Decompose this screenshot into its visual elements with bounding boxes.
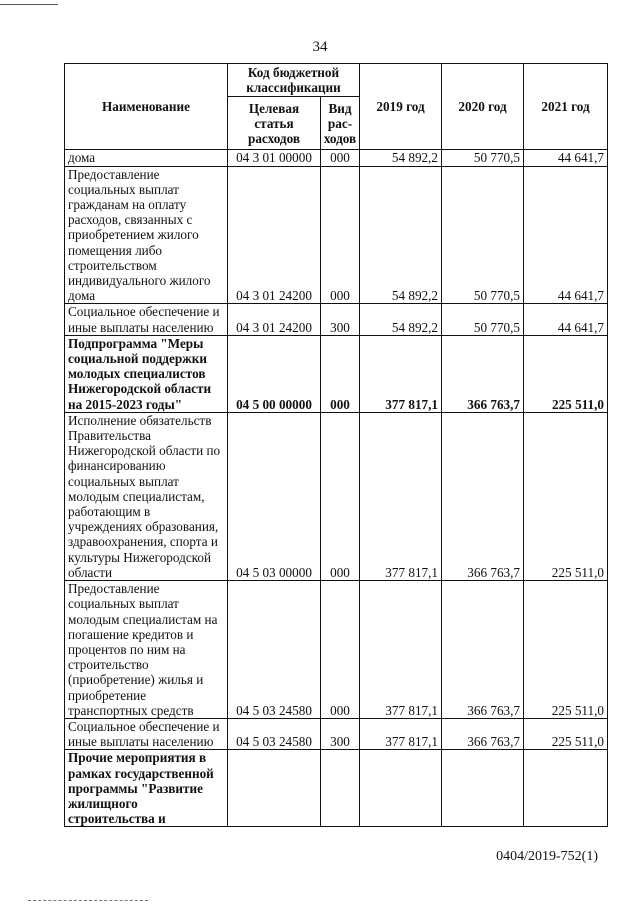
row-2020-cell: 366 763,7 [442, 718, 524, 749]
row-name-cell: дома [65, 150, 228, 166]
row-expense-type-cell: 000 [321, 150, 360, 166]
header-year-2021: 2021 год [524, 64, 608, 150]
row-expense-type-cell [321, 750, 360, 827]
table-row [65, 581, 608, 719]
row-2020-cell: 50 770,5 [442, 150, 524, 166]
table-row [65, 166, 608, 304]
page-number: 34 [312, 39, 328, 55]
header-expense-type: Вид рас-ходов [321, 97, 360, 150]
row-target-article-cell: 04 3 01 00000 [228, 150, 321, 166]
row-name-cell: Социальное обеспечение и иные выплаты населению [65, 304, 228, 335]
row-2020-cell: 366 763,7 [442, 412, 524, 580]
row-2020-cell: 366 763,7 [442, 581, 524, 719]
row-name-cell: Прочие мероприятия в рамках государственной программы "Развитие жилищного строительства и [65, 750, 228, 827]
table-row [65, 412, 608, 580]
table-row [65, 304, 608, 335]
row-2021-cell [524, 750, 608, 827]
row-2019-cell [360, 750, 442, 827]
table-row [65, 335, 608, 412]
row-2021-cell: 44 641,7 [524, 150, 608, 166]
row-2021-cell: 44 641,7 [524, 304, 608, 335]
row-name-cell: Предоставление социальных выплат молодым специалистам на погашение кредитов и процентов по ним на строительство (приобретение) жилья и приобретение транспортных средств [65, 581, 228, 719]
row-target-article-cell: 04 3 01 24200 [228, 166, 321, 304]
row-2019-cell: 377 817,1 [360, 581, 442, 719]
header-name: Наименование [65, 64, 228, 150]
table-row [65, 718, 608, 749]
row-name-cell: Социальное обеспечение и иные выплаты населению [65, 718, 228, 749]
row-expense-type-cell: 000 [321, 335, 360, 412]
row-2021-cell: 225 511,0 [524, 335, 608, 412]
row-2020-cell [442, 750, 524, 827]
row-2021-cell: 44 641,7 [524, 166, 608, 304]
row-2019-cell: 377 817,1 [360, 335, 442, 412]
row-target-article-cell: 04 5 03 00000 [228, 412, 321, 580]
row-name-cell: Предоставление социальных выплат гражданам на оплату расходов, связанных с приобретением жилого помещения либо строительством индивидуального жилого дома [65, 166, 228, 304]
row-target-article-cell: 04 5 03 24580 [228, 581, 321, 719]
row-2019-cell: 54 892,2 [360, 150, 442, 166]
row-2019-cell: 377 817,1 [360, 718, 442, 749]
row-expense-type-cell: 000 [321, 581, 360, 719]
row-2019-cell: 54 892,2 [360, 304, 442, 335]
row-expense-type-cell: 000 [321, 166, 360, 304]
row-expense-type-cell: 300 [321, 304, 360, 335]
row-target-article-cell [228, 750, 321, 827]
row-2021-cell: 225 511,0 [524, 581, 608, 719]
row-2020-cell: 50 770,5 [442, 304, 524, 335]
budget-table [64, 63, 608, 827]
document-code: 0404/2019-752(1) [496, 849, 598, 864]
row-expense-type-cell: 000 [321, 412, 360, 580]
header-budget-code: Код бюджетной классификации [228, 64, 360, 97]
row-2020-cell: 50 770,5 [442, 166, 524, 304]
header-year-2019: 2019 год [360, 64, 442, 150]
row-2019-cell: 54 892,2 [360, 166, 442, 304]
row-target-article-cell: 04 5 00 00000 [228, 335, 321, 412]
row-name-cell: Исполнение обязательств Правительства Нижегородской области по финансированию социальных выплат молодым специалистам, работающим в учреждениях образования, здравоохранения, спорта и культуры Нижегородской области [65, 412, 228, 580]
row-target-article-cell: 04 3 01 24200 [228, 304, 321, 335]
row-target-article-cell: 04 5 03 24580 [228, 718, 321, 749]
row-2021-cell: 225 511,0 [524, 718, 608, 749]
top-edge-rule [0, 4, 58, 5]
row-name-cell: Подпрограмма "Меры социальной поддержки молодых специалистов Нижегородской области на 2015-2023 годы" [65, 335, 228, 412]
row-expense-type-cell: 300 [321, 718, 360, 749]
row-2019-cell: 377 817,1 [360, 412, 442, 580]
table-row [65, 150, 608, 166]
row-2020-cell: 366 763,7 [442, 335, 524, 412]
table-row [65, 750, 608, 827]
row-2021-cell: 225 511,0 [524, 412, 608, 580]
header-year-2020: 2020 год [442, 64, 524, 150]
bottom-edge-rule [28, 900, 148, 901]
header-target-article: Целевая статья расходов [228, 97, 321, 150]
